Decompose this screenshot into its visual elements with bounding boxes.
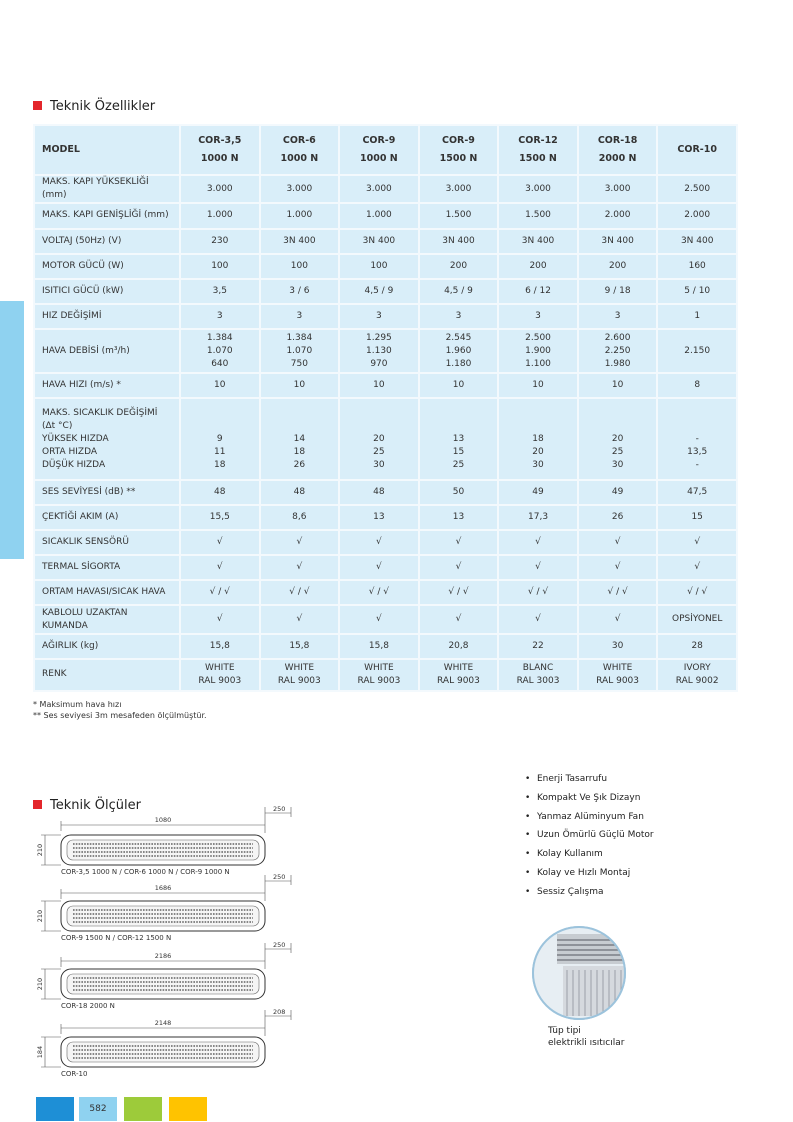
table-row <box>35 660 736 690</box>
table-cell: 2.500 1.900 1.100 <box>499 330 577 372</box>
table-cell: 2.150 <box>658 330 736 372</box>
table-cell: 28 <box>658 635 736 658</box>
table-cell: IVORY RAL 9002 <box>658 660 736 690</box>
photo-caption-line-2: elektrikli ısıtıcılar <box>548 1038 625 1048</box>
table-cell: √ <box>499 606 577 632</box>
height-label: 210 <box>36 977 44 991</box>
table-row <box>35 635 736 658</box>
table-cell: 4,5 / 9 <box>340 280 418 303</box>
row-label: HAVA HIZI (m/s) * <box>35 374 179 397</box>
table-cell: 3N 400 <box>261 230 339 253</box>
table-cell: √ <box>181 606 259 632</box>
table-cell: 8 <box>658 374 736 397</box>
table-cell: √ <box>340 556 418 579</box>
table-cell: √ <box>579 606 657 632</box>
table-cell: 3 <box>340 305 418 328</box>
table-cell: 48 <box>181 481 259 504</box>
table-row <box>35 305 736 328</box>
table-cell: 1.500 <box>499 204 577 227</box>
table-cell: 22 <box>499 635 577 658</box>
row-label: AĞIRLIK (kg) <box>35 635 179 658</box>
model-power: 1000 N <box>280 153 319 165</box>
width-label: 1080 <box>154 816 172 824</box>
model-header-cell <box>181 126 259 174</box>
table-cell: √ <box>420 531 498 554</box>
table-cell: 48 <box>340 481 418 504</box>
height-label: 184 <box>36 1045 44 1059</box>
table-cell: √ <box>499 556 577 579</box>
depth-label: 208 <box>273 1008 286 1016</box>
footer-color-block-3 <box>124 1097 162 1121</box>
model-power: 1500 N <box>519 153 557 165</box>
page-number: 582 <box>79 1097 117 1121</box>
heater-grille <box>67 974 259 994</box>
table-cell: √ <box>340 606 418 632</box>
table-cell: 100 <box>340 255 418 278</box>
section-title-specs <box>33 99 155 114</box>
width-label: 1686 <box>154 884 172 892</box>
table-cell: 48 <box>261 481 339 504</box>
row-label: MAKS. KAPI GENİŞLİĞİ (mm) <box>35 204 179 227</box>
table-cell: 2.500 <box>658 176 736 202</box>
table-cell: 3 <box>181 305 259 328</box>
footnote-1: * Maksimum hava hızı <box>33 700 122 709</box>
row-label: ISITICI GÜCÜ (kW) <box>35 280 179 303</box>
table-cell: 5 / 10 <box>658 280 736 303</box>
table-cell: √ <box>181 556 259 579</box>
table-cell: 3N 400 <box>420 230 498 253</box>
model-caption: COR-10 <box>61 1070 88 1078</box>
table-cell: √ / √ <box>261 581 339 604</box>
table-cell: 3 <box>579 305 657 328</box>
table-cell: 10 <box>420 374 498 397</box>
row-label: SES SEVİYESİ (dB) ** <box>35 481 179 504</box>
table-cell: √ / √ <box>340 581 418 604</box>
table-cell: 2.000 <box>658 204 736 227</box>
feature-item: • Yanmaz Alüminyum Fan <box>525 808 654 827</box>
table-cell: 14 18 26 <box>261 399 339 478</box>
table-cell: √ <box>420 606 498 632</box>
model-name: COR-9 <box>442 135 475 147</box>
table-cell: 3.000 <box>340 176 418 202</box>
height-label: 210 <box>36 843 44 857</box>
section-title-dimensions-text: Teknik Ölçüler <box>50 798 141 813</box>
table-cell: 15,8 <box>261 635 339 658</box>
table-cell: WHITE RAL 9003 <box>261 660 339 690</box>
table-cell: 4,5 / 9 <box>420 280 498 303</box>
table-cell: 100 <box>181 255 259 278</box>
photo-caption <box>548 1025 624 1049</box>
row-label: ORTAM HAVASI/SICAK HAVA <box>35 581 179 604</box>
table-cell: WHITE RAL 9003 <box>420 660 498 690</box>
side-tab-marker <box>0 301 24 559</box>
table-cell: 13 15 25 <box>420 399 498 478</box>
table-cell: 160 <box>658 255 736 278</box>
table-cell: 200 <box>420 255 498 278</box>
feature-item: • Enerji Tasarrufu <box>525 770 654 789</box>
footer-color-block-4 <box>169 1097 207 1121</box>
table-cell: √ / √ <box>658 581 736 604</box>
table-cell: 49 <box>579 481 657 504</box>
model-power: 1000 N <box>200 153 239 165</box>
width-label: 2186 <box>154 952 172 960</box>
model-header-cell <box>499 126 577 174</box>
table-cell: 15 <box>658 506 736 529</box>
table-cell: 6 / 12 <box>499 280 577 303</box>
model-header-cell <box>579 126 657 174</box>
table-row <box>35 255 736 278</box>
row-label: KABLOLU UZAKTAN KUMANDA <box>35 606 179 632</box>
table-cell: 3N 400 <box>340 230 418 253</box>
row-label: MAKS. KAPI YÜKSEKLİĞİ (mm) <box>35 176 179 202</box>
table-cell: √ <box>340 531 418 554</box>
feature-list <box>525 770 654 902</box>
table-cell: 13 <box>420 506 498 529</box>
model-header-cell <box>261 126 339 174</box>
feature-item: • Sessiz Çalışma <box>525 883 654 902</box>
table-cell: 3 / 6 <box>261 280 339 303</box>
table-cell: √ <box>579 531 657 554</box>
table-cell: WHITE RAL 9003 <box>340 660 418 690</box>
table-cell: 200 <box>579 255 657 278</box>
table-row <box>35 581 736 604</box>
table-cell: 50 <box>420 481 498 504</box>
table-cell: 3.000 <box>579 176 657 202</box>
footer-color-block-1 <box>36 1097 74 1121</box>
table-cell: 9 / 18 <box>579 280 657 303</box>
table-row <box>35 481 736 504</box>
table-cell: 10 <box>499 374 577 397</box>
dimension-drawings <box>33 805 313 1095</box>
table-cell: 10 <box>181 374 259 397</box>
table-cell: 15,8 <box>340 635 418 658</box>
depth-label: 250 <box>273 805 286 813</box>
table-row <box>35 606 736 632</box>
table-cell: 3N 400 <box>579 230 657 253</box>
heater-grille <box>67 840 259 860</box>
table-cell: 47,5 <box>658 481 736 504</box>
table-cell: 20,8 <box>420 635 498 658</box>
table-cell: 20 25 30 <box>579 399 657 478</box>
table-cell: 8,6 <box>261 506 339 529</box>
feature-item: • Kompakt Ve Şık Dizayn <box>525 789 654 808</box>
table-cell: 230 <box>181 230 259 253</box>
table-cell: 3.000 <box>181 176 259 202</box>
table-cell: 1.000 <box>181 204 259 227</box>
feature-item: • Uzun Ömürlü Güçlü Motor <box>525 826 654 845</box>
table-cell: 10 <box>340 374 418 397</box>
model-header-cell <box>658 126 736 174</box>
row-label: HAVA DEBİSİ (m³/h) <box>35 330 179 372</box>
table-row <box>35 399 736 478</box>
model-name: COR-10 <box>677 144 717 156</box>
model-caption: COR-9 1500 N / COR-12 1500 N <box>61 934 172 942</box>
row-label: MAKS. SICAKLIK DEĞİŞİMİ (Δt °C) YÜKSEK HIZDA ORTA HIZDA DÜŞÜK HIZDA <box>35 399 179 478</box>
table-cell: √ <box>499 531 577 554</box>
table-cell: 20 25 30 <box>340 399 418 478</box>
row-label: SICAKLIK SENSÖRÜ <box>35 531 179 554</box>
height-label: 210 <box>36 909 44 923</box>
photo-caption-line-1: Tüp tipi <box>548 1026 581 1036</box>
depth-label: 250 <box>273 873 286 881</box>
heater-grille <box>67 1042 259 1062</box>
table-cell: √ <box>261 531 339 554</box>
model-name: COR-18 <box>597 135 638 147</box>
feature-item: • Kolay ve Hızlı Montaj <box>525 864 654 883</box>
heater-grille <box>67 906 259 926</box>
table-cell: 30 <box>579 635 657 658</box>
model-caption: COR-3,5 1000 N / COR-6 1000 N / COR-9 1000 N <box>61 868 230 876</box>
table-cell: 3 <box>499 305 577 328</box>
table-cell: 1.500 <box>420 204 498 227</box>
table-cell: √ <box>181 531 259 554</box>
table-cell: 2.545 1.960 1.180 <box>420 330 498 372</box>
row-label: MOTOR GÜCÜ (W) <box>35 255 179 278</box>
table-cell: √ <box>579 556 657 579</box>
table-cell: √ / √ <box>499 581 577 604</box>
table-cell: 3,5 <box>181 280 259 303</box>
table-cell: 15,5 <box>181 506 259 529</box>
table-cell: 3N 400 <box>658 230 736 253</box>
model-power: 1500 N <box>439 153 478 165</box>
model-header-cell: MODEL <box>35 126 179 174</box>
table-row <box>35 230 736 253</box>
row-label: ÇEKTİĞİ AKIM (A) <box>35 506 179 529</box>
table-cell: 3.000 <box>420 176 498 202</box>
row-label: TERMAL SİGORTA <box>35 556 179 579</box>
table-cell: √ <box>261 606 339 632</box>
table-cell: 2.600 2.250 1.980 <box>579 330 657 372</box>
heater-photo <box>527 926 631 1020</box>
model-power: 1000 N <box>360 153 398 165</box>
table-cell: 1.384 1.070 750 <box>261 330 339 372</box>
table-cell: 1.000 <box>261 204 339 227</box>
table-cell: 18 20 30 <box>499 399 577 478</box>
table-cell: - 13,5 - <box>658 399 736 478</box>
model-name: COR-12 <box>518 135 558 147</box>
table-cell: 49 <box>499 481 577 504</box>
table-cell: 200 <box>499 255 577 278</box>
table-cell: 10 <box>579 374 657 397</box>
table-cell: 2.000 <box>579 204 657 227</box>
table-cell: WHITE RAL 9003 <box>181 660 259 690</box>
table-cell: OPSİYONEL <box>658 606 736 632</box>
model-header-cell <box>420 126 498 174</box>
row-label: RENK <box>35 660 179 690</box>
model-caption: COR-18 2000 N <box>61 1002 115 1010</box>
table-cell: √ / √ <box>579 581 657 604</box>
table-row <box>35 506 736 529</box>
table-row <box>35 531 736 554</box>
row-label: HIZ DEĞİŞİMİ <box>35 305 179 328</box>
table-cell: √ <box>658 531 736 554</box>
table-row <box>35 176 736 202</box>
table-cell: √ <box>420 556 498 579</box>
table-row <box>35 330 736 372</box>
table-cell: 1.000 <box>340 204 418 227</box>
table-header-row <box>35 126 736 174</box>
table-row <box>35 374 736 397</box>
table-cell: 1 <box>658 305 736 328</box>
table-cell: BLANC RAL 3003 <box>499 660 577 690</box>
model-power: 2000 N <box>598 153 637 165</box>
feature-item: • Kolay Kullanım <box>525 845 654 864</box>
table-cell: 3.000 <box>261 176 339 202</box>
table-cell: 3 <box>420 305 498 328</box>
table-cell: √ <box>261 556 339 579</box>
table-cell: WHITE RAL 9003 <box>579 660 657 690</box>
table-cell: √ / √ <box>420 581 498 604</box>
table-cell: √ / √ <box>181 581 259 604</box>
model-name: COR-6 <box>282 135 316 147</box>
table-cell: 1.295 1.130 970 <box>340 330 418 372</box>
model-name: COR-3,5 <box>198 135 242 147</box>
table-cell: 10 <box>261 374 339 397</box>
table-cell: 1.384 1.070 640 <box>181 330 259 372</box>
model-name: COR-9 <box>362 135 396 147</box>
table-row <box>35 556 736 579</box>
table-cell: 15,8 <box>181 635 259 658</box>
table-cell: 3N 400 <box>499 230 577 253</box>
table-cell: 17,3 <box>499 506 577 529</box>
depth-label: 250 <box>273 941 286 949</box>
table-cell: 26 <box>579 506 657 529</box>
table-cell: 9 11 18 <box>181 399 259 478</box>
table-cell: √ <box>658 556 736 579</box>
table-row <box>35 204 736 227</box>
row-label: VOLTAJ (50Hz) (V) <box>35 230 179 253</box>
table-cell: 3.000 <box>499 176 577 202</box>
spec-table <box>33 124 738 692</box>
table-cell: 100 <box>261 255 339 278</box>
footnotes <box>33 699 207 721</box>
section-title-specs-text: Teknik Özellikler <box>50 99 156 114</box>
red-square-icon <box>33 101 42 110</box>
footnote-2: ** Ses seviyesi 3m mesafeden ölçülmüştür. <box>33 711 207 720</box>
table-cell: 3 <box>261 305 339 328</box>
width-label: 2148 <box>154 1019 172 1027</box>
model-header-cell <box>340 126 418 174</box>
table-cell: 13 <box>340 506 418 529</box>
table-row <box>35 280 736 303</box>
